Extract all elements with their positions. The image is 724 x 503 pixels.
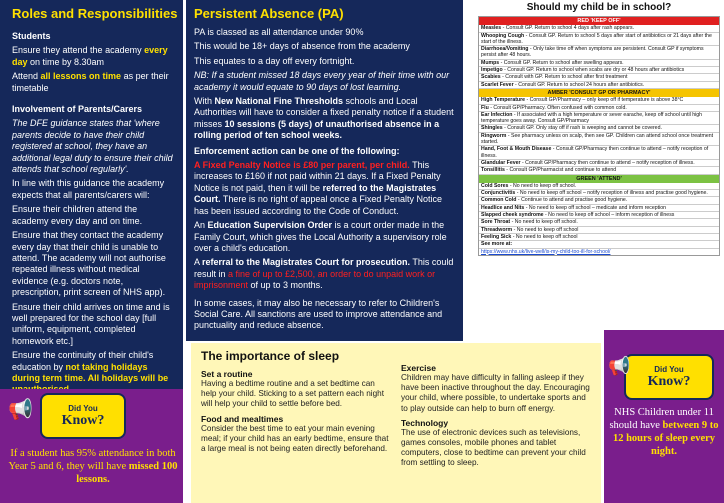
technology-text: The use of electronic devices such as televisions, games consoles, mobile phones and tablet computers, close to bedtime can prevent your child from settling to sleep. [401,427,586,468]
parents-point-2: Ensure that they contact the academy every day that their child is unable to attend. The academy will not authorise repeated illness without medical evidence (e.g. doctors note, prescription, print screen of NHS app). [12,230,166,298]
red-illness-row: Measles - Consult GP. Return to school 4 days after rash appears. [479,25,719,32]
amber-illness-row: Tonsillitis - Consult GP/Pharmacist and continue to attend [479,167,719,174]
dfe-guidance: The DFE guidance states that 'where parents decide to have their child registered at school, they have an additional legal duty to ensure their child attends that school regularly'. [12,118,173,175]
sleep-panel [191,343,601,503]
sleep-left-column [201,367,391,454]
did-you-know-sleep [604,330,724,503]
supervision-order: An Education Supervision Order is a court order made in the Family Court, which gives the Local Authority a supervisory role over a child's education. [194,220,447,253]
exercise-heading: Exercise [401,363,436,373]
did-you-know-badge: Did You Know? [40,393,126,439]
pa-definition: PA is classed as all attendance under 90% [194,27,364,37]
roles-title: Roles and Responsibilities [12,6,178,21]
parents-intro: In line with this guidance the academy expects that all parents/carers will: [12,178,165,200]
red-illness-row: Whooping Cough - Consult GP. Return to school 5 days after start of antibiotics or 21 days after the start of the illness. [479,33,719,47]
attendance-fact: If a student has 95% attendance in both Year 5 and 6, they will have missed 100 lessons. [8,448,178,485]
pa-fortnight: This equates to a day off every fortnight. [194,55,355,66]
amber-illness-row: Ear Infection - If associated with a high temperature or sever earache, keep off school until high temperature goes away. Consult GP/Pharmacy [479,112,719,126]
red-rows [479,25,719,89]
amber-illness-row: Glandular Fever - Consult GP/Pharmacy then continue to attend – notify reception of illness. [479,160,719,167]
green-illness-row: Slapped cheek syndrome - No need to keep off school – inform reception of illness [479,212,719,219]
red-header: RED 'KEEP OFF' [479,17,719,25]
routine-heading: Set a routine [201,369,253,379]
parents-heading: Involvement of Parents/Carers [12,104,143,115]
green-illness-row: Conjunctivitis - No need to keep off school – notify reception of illness and practise good hygiene. [479,190,719,197]
pa-note: NB: If a student missed 18 days every year of their time with our academy it would equate to 90 days of lost learning. [194,70,450,92]
red-illness-row: Diarrhoea/Vomiting - Only take time off when symptoms are persistent. Consult GP if symptoms persist after 48 hours. [479,46,719,60]
amber-illness-row: Flu - Consult GP/Pharmacy. Often confused with common cold. [479,105,719,112]
persistent-absence-panel [186,0,463,341]
did-you-know-badge-2: Did You Know? [624,354,714,400]
green-illness-row: Feeling Sick - No need to keep off school [479,234,719,241]
fine-thresholds: With New National Fine Thresholds schools and Local Authorities will have to consider a fixed penalty notice if a student misses 10 sessions (5 days) of unauthorised absence in a rolling period of ten school weeks. [194,96,454,141]
green-illness-row: Common Cold - Continue to attend and practise good hygiene. [479,197,719,204]
pa-title: Persistent Absence (PA) [194,6,344,21]
green-illness-row: Headlice and Nits - No need to keep off school – medicate and inform reception [479,205,719,212]
did-you-know-attendance [0,389,183,503]
green-illness-row: Threadworm - No need to keep off school [479,227,719,234]
enforcement-heading: Enforcement action can be one of the following: [194,145,400,156]
magistrates-referral: A referral to the Magistrates Court for prosecution. This could result in a fine of up to £2,500, an order to do unpaid work or imprisonment of up to 3 months. [194,257,454,291]
sleep-fact: NHS Children under 11 should have between 9 to 12 hours of sleep every night. [609,407,719,457]
amber-illness-row: Shingles - Consult GP. Only stay off if rash is weeping and cannot be covered. [479,125,719,132]
red-illness-row: Scarlet Fever - Consult GP. Return to school 24 hours after antibiotics. [479,82,719,89]
amber-illness-row: Ringworm - See pharmacy unless on scalp, then see GP. Children can attend school once treatment started. [479,133,719,147]
students-heading: Students [12,31,51,41]
routine-text: Having a bedtime routine and a set bedtime can help your child. Sticking to a set pattern each night will help your child to settle before bed. [201,379,384,409]
technology-heading: Technology [401,417,449,428]
illness-table [478,16,720,256]
food-text: Consider the best time to eat your main evening meal; if your child has an early bedtime, ensure that a large meal is not being eaten directly beforehand. [201,423,389,454]
amber-illness-row: Hand, Foot & Mouth Disease - Consult GP/Pharmacy then continue to attend – notify reception of illness. [479,146,719,160]
amber-rows [479,97,719,174]
nhs-link[interactable]: https://www.nhs.uk/live-well/is-my-child-too-ill-for-school/ [481,248,611,255]
red-illness-row: Mumps - Consult GP. Return to school after swelling appears. [479,60,719,67]
red-illness-row: Scabies - Consult with GP. Return to school after first treatment [479,74,719,81]
parents-point-1: Ensure their children attend the academy every day and on time. [12,204,143,226]
green-rows [479,183,719,241]
sleep-title: The importance of sleep [201,349,340,363]
parents-point-3: Ensure their child arrives on time and is well prepared for the school day [full uniform, equipment, completed homework etc.] [12,301,170,346]
exercise-text: Children may have difficulty in falling asleep if they have been inactive throughout the day. Encouraging your child, where possible, to undertake sports and to play outside can help to burn off energy. [401,373,590,413]
fixed-penalty: A Fixed Penalty Notice is £80 per parent, per child. This increases to £160 if not paid within 21 days. If a Fixed Penalty Notice is not paid, then it will be referred to the Magistrates Court. There is no right of appeal once a Fixed Penalty Notice has been issued according to the Code of Conduct. [194,160,442,216]
green-illness-row: Sore Throat - No need to keep off school. [479,219,719,226]
amber-illness-row: High Temperature - Consult GP/Pharmacy – only keep off if temperature is above 38°C [479,97,719,104]
parents-point-4: Ensure the continuity of their child's education by not taking holidays during term time. All holidays will be [12,350,169,383]
school-table-title: Should my child be in school? [526,2,672,13]
food-heading: Food and mealtimes [201,413,284,424]
green-header: GREEN 'ATTEND' [479,175,719,183]
megaphone-icon: 📢 [8,399,33,421]
see-more-label: See more at: [479,241,719,248]
social-care-note: In some cases, it may also be necessary to refer to Children's Social Care. All sanctions are used to improve attendance and punctuality and reduce absence. [194,297,443,331]
megaphone-icon: 📢 [608,356,631,376]
green-illness-row: Cold Sores - No need to keep off school. [479,183,719,190]
students-point-2: Attend all lessons on time as per their timetable [12,71,169,93]
pa-days: This would be 18+ days of absence from the academy [194,41,410,52]
sleep-right-column [401,361,591,469]
amber-header: AMBER 'CONSULT GP OR PHARMACY' [479,89,719,97]
students-point-1: Ensure they attend the academy every day on time by 8.30am [12,45,168,67]
red-illness-row: Impetigo - Consult GP. Return to school when scabs are dry or 48 hours after antibiotics [479,67,719,74]
